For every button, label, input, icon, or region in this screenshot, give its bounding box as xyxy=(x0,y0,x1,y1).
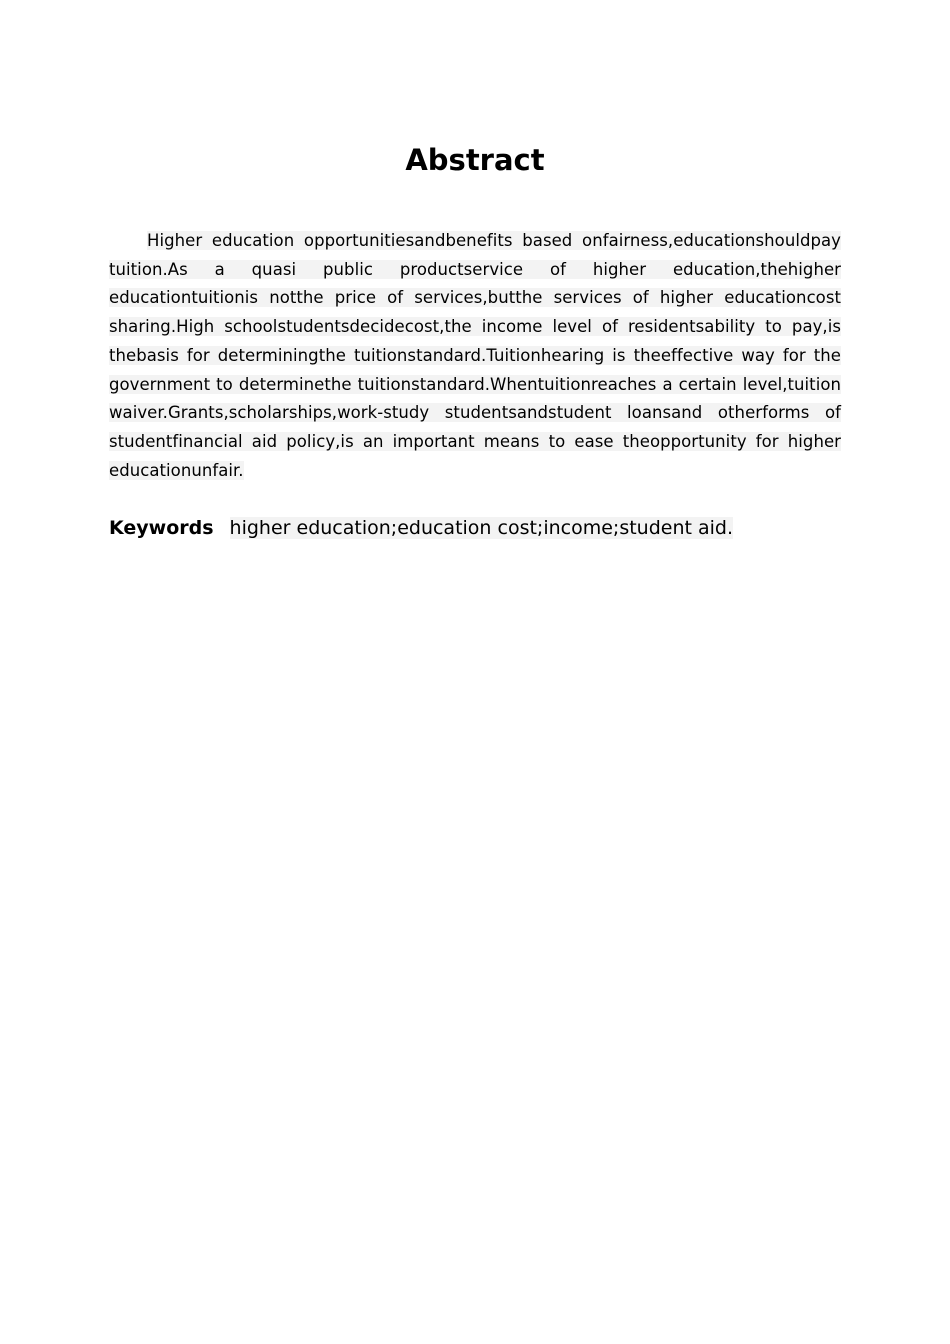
abstract-text: Higher education opportunitiesandbenefits based onfairness,educationshouldpay tuition.As a quasi public productservice of higher education,thehigher educationtuitionis notthe price of services,butthe services of higher educationcost sharing.High schoolstudentsdecidecost,the income level of residentsability to pay,is thebasis for determiningthe tuitionstandard.Tuitionhearing is theeffective way for the government to determinethe tuitionstandard.Whentuitionreaches a certain level,tuition waiver.Grants,scholarships,work-study studentsandstudent loansand otherforms of studentfinancial aid policy,is an important means to ease theopportunity for higher educationunfair. xyxy=(109,231,841,480)
keywords-label: Keywords xyxy=(109,517,214,539)
abstract-paragraph xyxy=(109,227,841,485)
keywords-line xyxy=(109,512,841,544)
page-title: Abstract xyxy=(405,143,545,177)
keywords-text: higher education;education cost;income;student aid. xyxy=(229,517,734,539)
